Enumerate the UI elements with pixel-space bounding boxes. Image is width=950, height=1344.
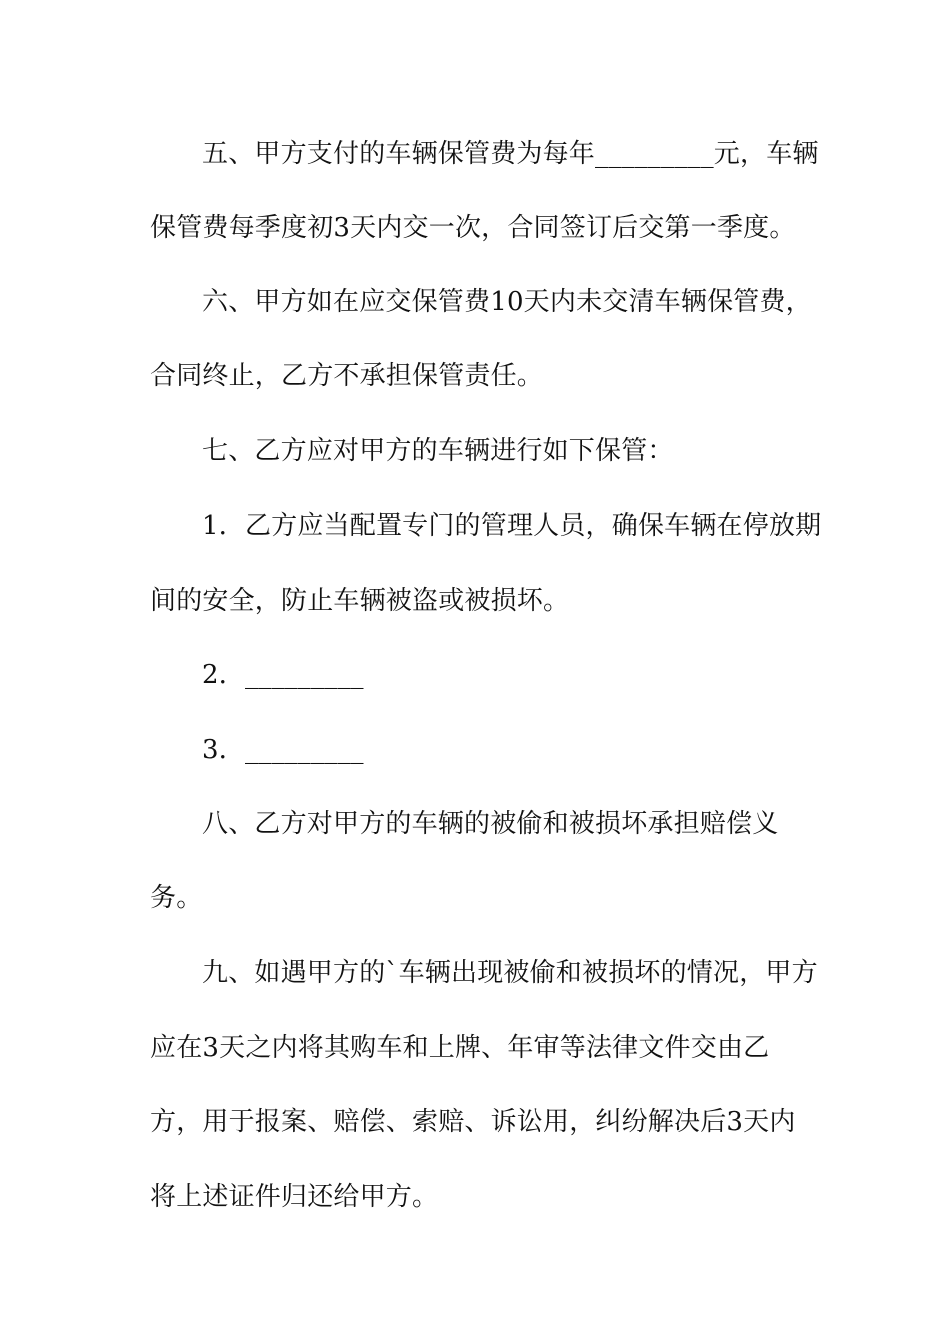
- clause-9-line-3: 方，用于报案、赔偿、索赔、诉讼用，纠纷解决后3天内: [150, 1107, 796, 1137]
- clause-9-line-4: 将上述证件归还给甲方。: [150, 1182, 439, 1212]
- clause-6-line-2: 合同终止，乙方不承担保管责任。: [150, 361, 544, 391]
- item-2-line: 2．_________: [202, 660, 364, 690]
- clause-9-line-1: 九、如遇甲方的`车辆出现被偷和被损坏的情况，甲方: [202, 958, 818, 988]
- clause-9-line-2: 应在3天之内将其购车和上牌、年审等法律文件交由乙: [150, 1033, 770, 1063]
- clause-5-line-2: 保管费每季度初3天内交一次，合同签订后交第一季度。: [150, 213, 796, 243]
- clause-6-line-1: 六、甲方如在应交保管费10天内未交清车辆保管费，: [202, 287, 812, 317]
- item-1-line-1: 1．乙方应当配置专门的管理人员，确保车辆在停放期: [202, 511, 822, 541]
- clause-8-line-1: 八、乙方对甲方的车辆的被偷和被损坏承担赔偿义: [202, 809, 779, 839]
- clause-7-line-1: 七、乙方应对甲方的车辆进行如下保管：: [202, 436, 674, 466]
- item-1-line-2: 间的安全，防止车辆被盗或被损坏。: [150, 586, 570, 616]
- item-3-line: 3．_________: [202, 735, 364, 765]
- clause-5-line-1: 五、甲方支付的车辆保管费为每年_________元，车辆: [202, 139, 819, 169]
- clause-8-line-2: 务。: [150, 883, 203, 913]
